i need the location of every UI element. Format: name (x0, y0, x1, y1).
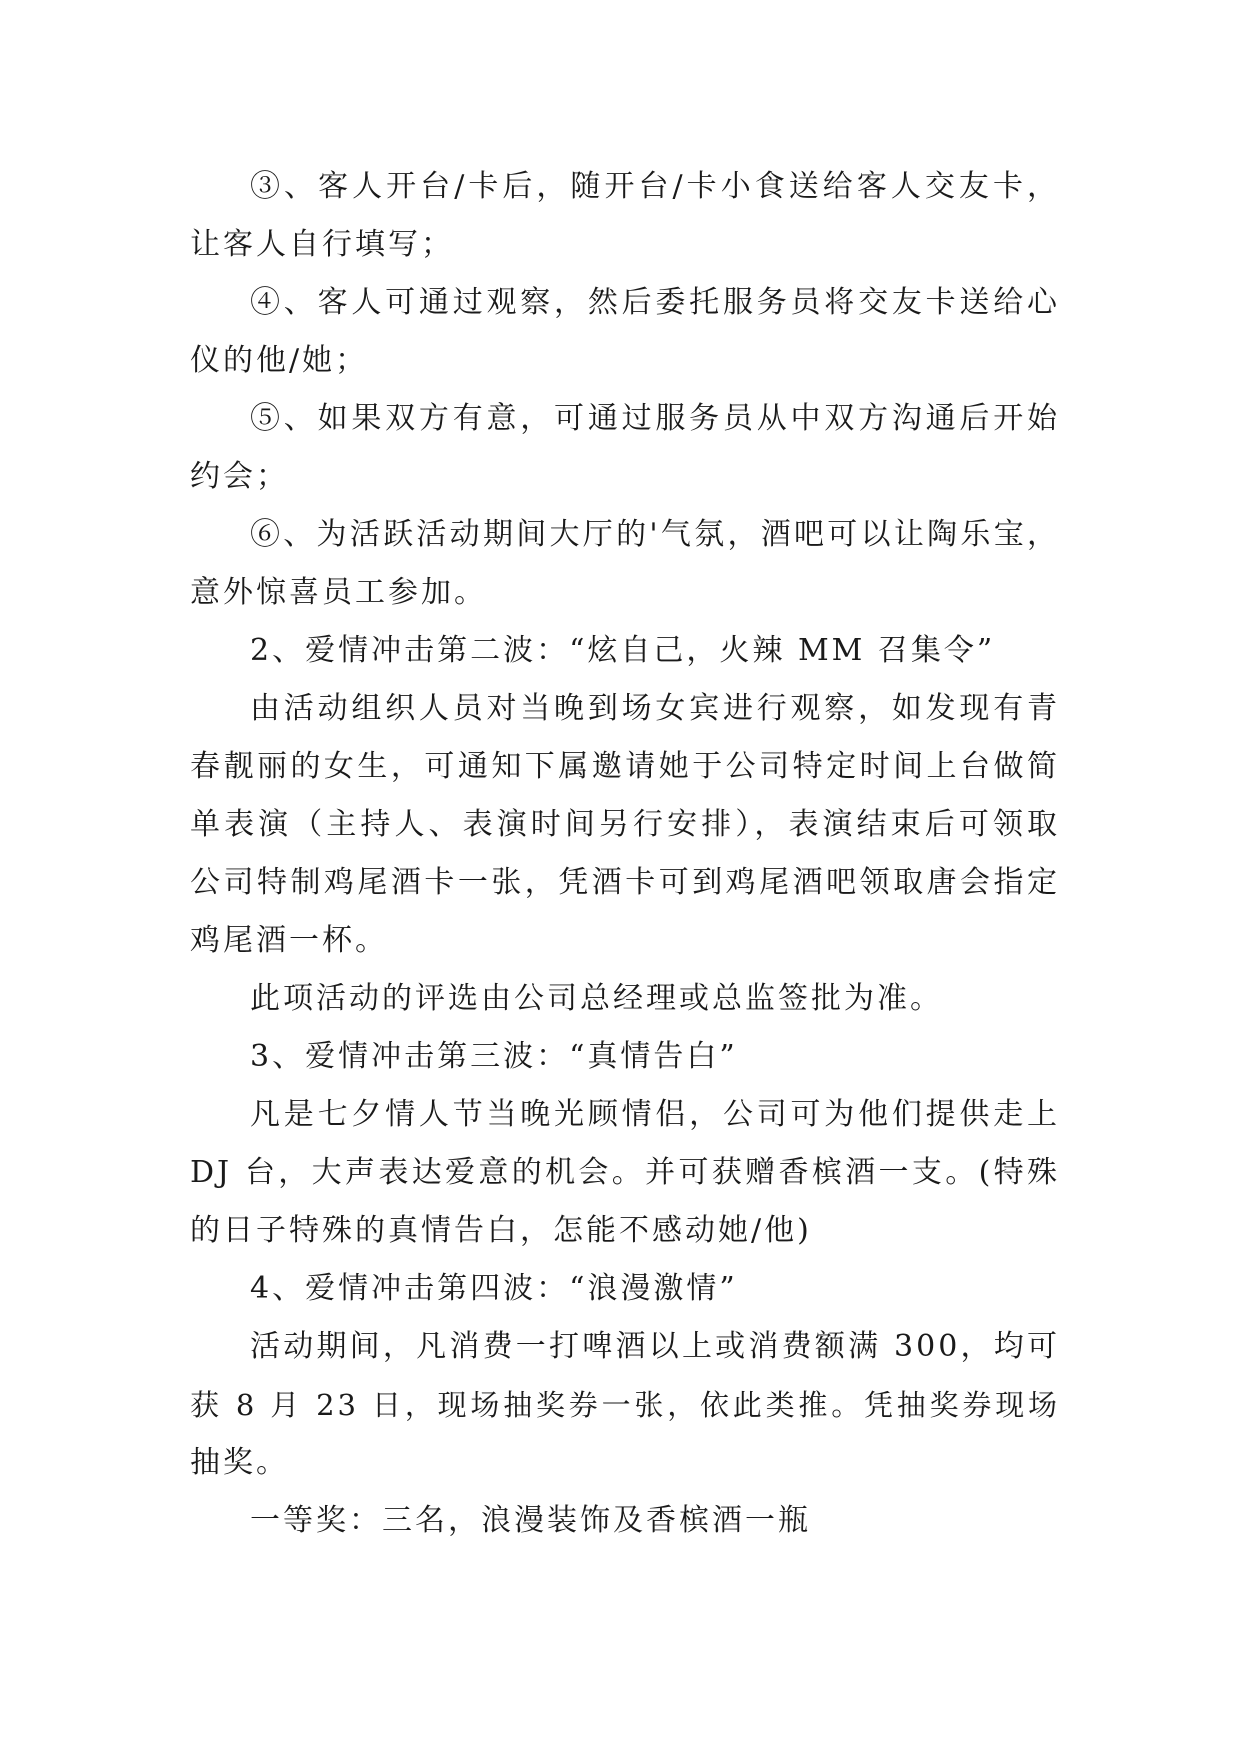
paragraph-line: DJ 台，大声表达爱意的机会。并可获赠香槟酒一支。(特殊 (190, 1155, 1060, 1190)
section-heading-2: 2、爱情冲击第二波：“炫自己，火辣 MM 召集令” (250, 633, 996, 668)
paragraph-line: 鸡尾酒一杯。 (190, 923, 388, 958)
paragraph-line: ③、客人开台/卡后，随开台/卡小食送给客人交友卡， (250, 169, 1060, 204)
paragraph-line: 公司特制鸡尾酒卡一张，凭酒卡可到鸡尾酒吧领取唐会指定 (190, 865, 1060, 900)
paragraph-line: 春靓丽的女生，可通知下属邀请她于公司特定时间上台做简 (190, 749, 1060, 784)
document-body (190, 158, 1060, 1550)
section-heading-4: 4、爱情冲击第四波：“浪漫激情” (250, 1271, 738, 1306)
paragraph-line: 仪的他/她； (190, 343, 369, 378)
paragraph-line: 获 8 月 23 日，现场抽奖券一张，依此类推。凭抽奖券现场 (190, 1388, 1060, 1422)
paragraph-line: 让客人自行填写； (190, 227, 454, 262)
paragraph-line: ⑥、为活跃活动期间大厅的'气氛，酒吧可以让陶乐宝， (250, 517, 1060, 552)
prize-line: 一等奖：三名，浪漫装饰及香槟酒一瓶 (250, 1503, 811, 1538)
paragraph-line: ④、客人可通过观察，然后委托服务员将交友卡送给心 (250, 285, 1060, 320)
paragraph-line: 凡是七夕情人节当晚光顾情侣，公司可为他们提供走上 (250, 1097, 1060, 1132)
paragraph-line: 抽奖。 (190, 1445, 289, 1480)
paragraph-line: 的日子特殊的真情告白，怎能不感动她/他) (190, 1213, 812, 1248)
paragraph-line: 此项活动的评选由公司总经理或总监签批为准。 (250, 981, 943, 1016)
paragraph-line: 意外惊喜员工参加。 (190, 575, 487, 610)
section-heading-3: 3、爱情冲击第三波：“真情告白” (250, 1039, 738, 1074)
paragraph-line: 约会； (190, 459, 289, 494)
paragraph-line: 活动期间，凡消费一打啤酒以上或消费额满 300，均可 (250, 1329, 1060, 1364)
paragraph-line: ⑤、如果双方有意，可通过服务员从中双方沟通后开始 (250, 401, 1060, 436)
paragraph-line: 由活动组织人员对当晚到场女宾进行观察，如发现有青 (250, 691, 1060, 726)
paragraph-line: 单表演（主持人、表演时间另行安排），表演结束后可领取 (190, 807, 1060, 842)
